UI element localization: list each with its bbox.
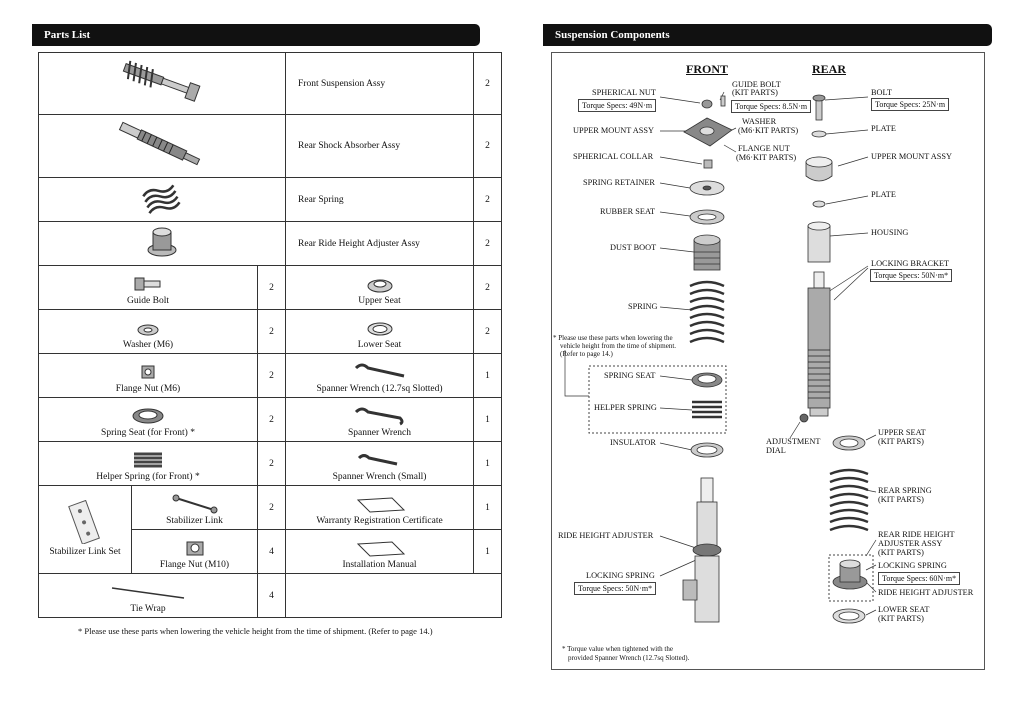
part-qty: 2	[258, 486, 286, 530]
torque-footnote-2: provided Spanner Wrench (12.7sq Slotted).	[568, 654, 690, 662]
part-qty: 2	[258, 266, 286, 310]
part-name: Stabilizer Link	[166, 516, 223, 526]
part-name: Warranty Registration Certificate	[316, 516, 443, 526]
part-qty: 2	[258, 310, 286, 354]
part-name: Rear Shock Absorber Assy	[286, 115, 474, 178]
part-name: Guide Bolt	[127, 296, 169, 306]
label-housing: HOUSING	[871, 228, 909, 237]
suspension-components-header: Suspension Components	[543, 24, 992, 46]
label-dust-boot: DUST BOOT	[610, 243, 657, 252]
part-qty: 2	[474, 53, 502, 115]
note-line-3: (Refer to page 14.)	[560, 350, 613, 358]
part-qty: 1	[474, 442, 502, 486]
part-qty: 1	[474, 354, 502, 398]
label-kit-parts: (KIT PARTS)	[732, 88, 778, 97]
label-plate-1: PLATE	[871, 124, 896, 133]
label-lower-seat: LOWER SEAT	[878, 605, 930, 614]
torque-spec-8-5: Torque Specs: 8.5N·m	[731, 100, 811, 113]
torque-spec-60: Torque Specs: 60N·m*	[878, 572, 960, 585]
label-spring-seat: SPRING SEAT	[604, 371, 656, 380]
part-qty: 4	[258, 530, 286, 574]
note-line-2: vehicle height from the time of shipment.	[560, 342, 677, 350]
part-qty: 2	[258, 354, 286, 398]
label-locking-bracket: LOCKING BRACKET	[871, 259, 950, 268]
label-adjuster-assy: ADJUSTER ASSY	[878, 539, 943, 548]
part-name: Spanner Wrench (12.7sq Slotted)	[316, 384, 443, 394]
leader-lines	[660, 92, 876, 615]
part-qty: 4	[258, 574, 286, 618]
part-qty: 1	[474, 486, 502, 530]
part-name: Washer (M6)	[122, 340, 174, 350]
label-helper-spring: HELPER SPRING	[594, 403, 657, 412]
label-upper-mount-assy-front: UPPER MOUNT ASSY	[573, 126, 654, 135]
part-qty: 2	[474, 115, 502, 178]
label-guide-bolt: GUIDE BOLT	[732, 80, 781, 89]
part-name: Spring Seat (for Front) *	[101, 428, 195, 438]
rear-title: REAR	[812, 62, 847, 76]
label-rubber-seat: RUBBER SEAT	[600, 207, 656, 216]
part-name: Lower Seat	[357, 340, 402, 350]
label-lower-seat-kit: (KIT PARTS)	[878, 614, 924, 623]
torque-spec-50-rear: Torque Specs: 50N·m*	[870, 269, 952, 282]
part-qty: 1	[474, 530, 502, 574]
label-spring-retainer: SPRING RETAINER	[583, 178, 655, 187]
part-name: Rear Spring	[286, 178, 474, 222]
part-name: Installation Manual	[342, 560, 417, 570]
rear-stack	[800, 95, 868, 623]
note-line-1: * Please use these parts when lowering the	[553, 334, 673, 342]
label-plate-2: PLATE	[871, 190, 896, 199]
label-insulator: INSULATOR	[610, 438, 656, 447]
part-qty: 2	[474, 178, 502, 222]
label-spherical-nut: SPHERICAL NUT	[592, 88, 656, 97]
label-upper-seat: UPPER SEAT	[878, 428, 926, 437]
part-name: Stabilizer Link Set	[49, 546, 121, 557]
label-ride-height-adjuster-rear: RIDE HEIGHT ADJUSTER	[878, 588, 974, 597]
part-name: Spanner Wrench (Small)	[332, 472, 427, 482]
label-upper-seat-kit: (KIT PARTS)	[878, 437, 924, 446]
part-qty: 2	[258, 398, 286, 442]
front-stack	[683, 96, 732, 622]
label-locking-spring-rear: LOCKING SPRING	[878, 561, 947, 570]
part-name: Front Suspension Assy	[286, 53, 474, 115]
label-ride-height-adjuster-front: RIDE HEIGHT ADJUSTER	[558, 531, 654, 540]
label-m6-kit-parts-nut: (M6·KIT PARTS)	[736, 153, 797, 162]
part-qty: 2	[258, 442, 286, 486]
part-qty: 2	[474, 266, 502, 310]
label-adjustment: ADJUSTMENT	[766, 437, 821, 446]
label-washer: WASHER	[742, 117, 777, 126]
label-rear-spring-kit: (KIT PARTS)	[878, 495, 924, 504]
label-upper-mount-assy-rear: UPPER MOUNT ASSY	[871, 152, 952, 161]
label-locking-spring-front: LOCKING SPRING	[586, 571, 655, 580]
torque-spec-50-front: Torque Specs: 50N·m*	[574, 582, 656, 595]
part-name: Upper Seat	[358, 296, 401, 306]
part-name: Spanner Wrench	[348, 428, 412, 438]
part-qty: 1	[474, 398, 502, 442]
torque-spec-25: Torque Specs: 25N·m	[871, 98, 949, 111]
part-name: Flange Nut (M10)	[159, 560, 230, 570]
parts-footnote: * Please use these parts when lowering the vehicle height from the time of shipment. (Refer to page 14.)	[78, 626, 433, 636]
label-rear-spring: REAR SPRING	[878, 486, 932, 495]
part-name: Tie Wrap	[130, 604, 166, 614]
part-name: Flange Nut (M6)	[115, 384, 181, 394]
torque-footnote-1: * Torque value when tightened with the	[562, 645, 673, 653]
label-rear-ride-height: REAR RIDE HEIGHT	[878, 530, 955, 539]
label-adjuster-kit: (KIT PARTS)	[878, 548, 924, 557]
label-flange-nut: FLANGE NUT	[738, 144, 790, 153]
part-name: Helper Spring (for Front) *	[96, 472, 200, 482]
label-spherical-collar: SPHERICAL COLLAR	[573, 152, 654, 161]
label-dial: DIAL	[766, 446, 786, 455]
part-name: Rear Ride Height Adjuster Assy	[286, 222, 474, 266]
label-m6-kit-parts-washer: (M6·KIT PARTS)	[738, 126, 799, 135]
torque-spec-49: Torque Specs: 49N·m	[578, 99, 656, 112]
part-qty: 2	[474, 222, 502, 266]
front-title: FRONT	[686, 62, 728, 76]
label-bolt: BOLT	[871, 88, 892, 97]
parts-list-header: Parts List	[32, 24, 480, 46]
label-spring: SPRING	[628, 302, 658, 311]
part-qty: 2	[474, 310, 502, 354]
